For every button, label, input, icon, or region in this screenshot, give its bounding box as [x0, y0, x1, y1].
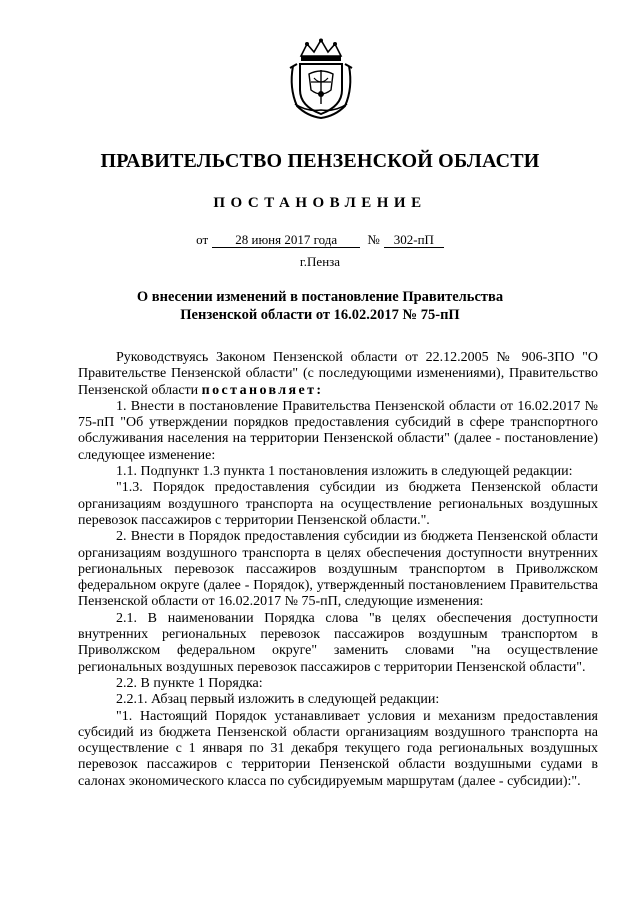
- document-subject: О внесении изменений в постановление Правительства Пензенской области от 16.02.2017 № 75-пП: [136, 289, 504, 323]
- decree-keyword: постановляет:: [201, 382, 324, 398]
- paragraph: Руководствуясь Законом Пензенской области от 22.12.2005 № 906-ЗПО "О Правительстве Пензенской области" (с последующими изменениями), Правительство Пензенской области постановляет:: [78, 350, 598, 398]
- city: г.Пенза: [299, 254, 341, 269]
- document-body: [78, 350, 598, 790]
- number-sign: №: [367, 232, 380, 247]
- document-date: 28 июня 2017 года: [212, 232, 360, 248]
- date-prefix: от: [196, 232, 209, 247]
- paragraph: "1. Настоящий Порядок устанавливает условия и механизм предоставления субсидий из бюджета Пензенской области организациям воздушного транспорта на осуществление с 1 января по 31 декабря текущего года региональных воздушных перевозок пассажиров с территории Пензенской области воздушными судами в салонах экономического класса по субсидируемым маршрутам (далее - субсидии):".: [78, 708, 598, 789]
- paragraph: "1.3. Порядок предоставления субсидии из бюджета Пензенской области организациям воздушного транспорта на осуществление региональных воздушных перевозок пассажиров с территории Пензенской области.".: [78, 480, 598, 528]
- paragraph: 2.2.1. Абзац первый изложить в следующей редакции:: [116, 692, 440, 708]
- paragraph: 2.1. В наименовании Порядка слова "в целях обеспечения доступности внутренних региональных перевозок пассажиров воздушным транспортом в Приволжском федеральном округе" заменить словами "на осуществление региональных воздушных перевозок пассажиров с территории Пензенской области".: [78, 610, 598, 675]
- date-number-line: [0, 232, 640, 248]
- paragraph: 1. Внести в постановление Правительства Пензенской области от 16.02.2017 № 75-пП "Об утверждении порядков предоставления субсидий в сфере транспортного обслуживания населения на территории Пензенской области" (далее - постановление) следующее изменение:: [78, 398, 598, 463]
- paragraph: 1.1. Подпункт 1.3 пункта 1 постановления изложить в следующей редакции:: [116, 464, 573, 480]
- document-number: 302-пП: [384, 232, 444, 248]
- paragraph: 2. Внести в Порядок предоставления субсидии из бюджета Пензенской области организациям воздушного транспорта в целях обеспечения доступности внутренних региональных перевозок пассажиров воздушным транспортом в Приволжском федеральном округе (далее - Порядок), утвержденный постановлением Правительства Пензенской области от 16.02.2017 № 75-пП, следующие изменения:: [78, 529, 598, 610]
- organization-title: ПРАВИТЕЛЬСТВО ПЕНЗЕНСКОЙ ОБЛАСТИ: [100, 150, 540, 172]
- coat-of-arms-icon: [287, 38, 355, 120]
- document-type: ПОСТАНОВЛЕНИЕ: [213, 195, 427, 211]
- paragraph: 2.2. В пункте 1 Порядка:: [116, 675, 263, 691]
